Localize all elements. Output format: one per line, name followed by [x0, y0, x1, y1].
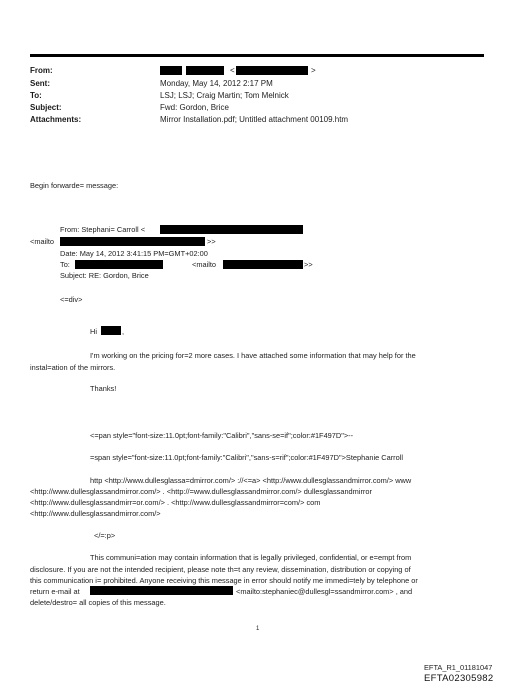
- from-bracket-close: >: [311, 66, 316, 75]
- http-line4: <http://www.dullesglassandmirror.com/>: [30, 509, 161, 518]
- redaction-box: [223, 260, 303, 269]
- attachments-label: Attachments:: [30, 115, 82, 124]
- redaction-box: [160, 66, 182, 75]
- p-close: </=:p>: [94, 531, 116, 540]
- redaction-box: [160, 225, 303, 234]
- footer-code-2: EFTA02305982: [424, 673, 494, 684]
- to-value: LSJ; LSJ; Craig Martin; Tom Melnick: [160, 91, 289, 100]
- greeting-end: ,: [122, 327, 125, 336]
- from-bracket-open: <: [230, 66, 235, 75]
- attachments-value: Mirror Installation.pdf; Untitled attachment 00109.htm: [160, 115, 349, 124]
- conf-line4-b: <mailto:stephaniec@dullesgl=ssandmirror.com> , and: [236, 587, 413, 596]
- greeting: Hi: [90, 327, 97, 336]
- span-line1: <=pan style="font-size:11.0pt;font-family:"Calibri","sans-se=if";color:#1F497D">--: [90, 431, 354, 440]
- begin-forward: Begin forwarde= message:: [30, 181, 119, 190]
- conf-line1: This communi=ation may contain information that is legally privileged, confidential, or e=empt from: [90, 553, 412, 562]
- conf-line4-a: return e-mail at: [30, 587, 80, 596]
- fwd-date: Date: May 14, 2012 3:41:15 PM=GMT+02:00: [60, 249, 208, 258]
- redaction-box: [186, 66, 224, 75]
- para1-line1: I'm working on the pricing for=2 more cases. I have attached some information that may help for the: [90, 351, 416, 360]
- fwd-to-label: To:: [60, 260, 70, 269]
- sent-value: Monday, May 14, 2012 2:17 PM: [160, 79, 273, 88]
- conf-line5: delete/destro= all copies of this message.: [30, 598, 166, 607]
- thanks: Thanks!: [90, 384, 117, 393]
- fwd-to-mailto: <mailto: [192, 260, 217, 269]
- page-number: 1: [256, 626, 260, 632]
- from-label: From:: [30, 66, 53, 75]
- to-label: To:: [30, 91, 42, 100]
- fwd-mailto-prefix: <mailto: [30, 237, 55, 246]
- fwd-mailto-suffix: >>: [207, 237, 216, 246]
- footer-code-1: EFTA_R1_01181047: [424, 663, 493, 672]
- div-tag: <=div>: [60, 295, 83, 304]
- sent-label: Sent:: [30, 79, 50, 88]
- http-line1: http <http://www.dullesglassa=dmirror.com/> ://<=a> <http://www.dullesglassandmirror.com/> www: [90, 476, 412, 485]
- redaction-box: [75, 260, 163, 269]
- redaction-box: [90, 586, 233, 595]
- conf-line3: this communication i= prohibited. Anyone receiving this message in error should notify me immedi=tely by telephone or: [30, 576, 418, 585]
- subject-label: Subject:: [30, 103, 62, 112]
- redaction-box: [236, 66, 308, 75]
- fwd-to-suffix: >>: [304, 260, 313, 269]
- redaction-box: [60, 237, 205, 246]
- conf-line2: disclosure. If you are not the intended recipient, please note th=t any review, dissemination, distribution or copying of: [30, 565, 411, 574]
- subject-value: Fwd: Gordon, Brice: [160, 103, 229, 112]
- para1-line2: instal=ation of the mirrors.: [30, 363, 116, 372]
- fwd-subject: Subject: RE: Gordon, Brice: [60, 271, 149, 280]
- http-line3: <http://www.dullesglassandmirr=or.com/> . <http://www.dullesglassandmirror=com/> com: [30, 498, 321, 507]
- fwd-from: From: Stephani= Carroll <: [60, 225, 146, 234]
- redaction-box: [101, 326, 121, 335]
- http-line2: <http://www.dullesglassandmirror.com/> . <http://=www.dullesglassandmirror.com/> dullesglassandmirror: [30, 487, 372, 496]
- span-line2: =span style="font-size:11.0pt;font-family:"Calibri","sans-s=rif";color:#1F497D">Stephanie Carroll: [90, 453, 404, 462]
- header-rule: [30, 54, 484, 57]
